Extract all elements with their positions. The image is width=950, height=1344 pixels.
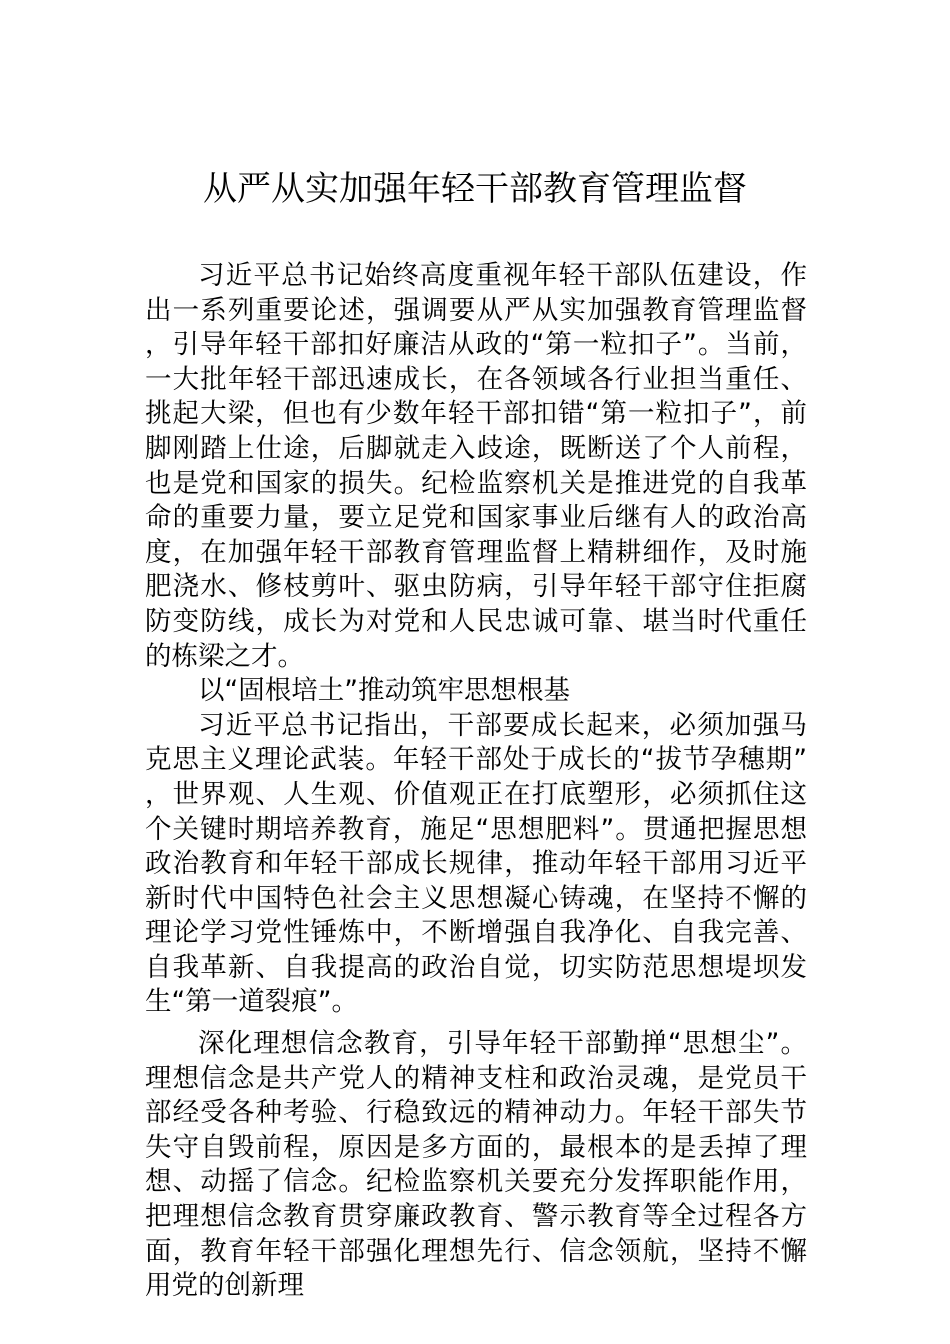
paragraph-ideals: 深化理想信念教育，引导年轻干部勤掸“思想尘”。理想信念是共产党人的精神支柱和政治灵魂，是党员干部经受各种考验、行稳致远的精神动力。年轻干部失节失守自毁前程，原因是多方面的，最根本的是丢掉了理想、动摇了信念。纪检监察机关要充分发挥职能作用，把理想信念教育贯穿廉政教育、警示教育等全过程各方面，教育年轻干部强化理想先行、信念领航，坚持不懈用党的创新理 [145,1028,807,1302]
document-title: 从严从实加强年轻干部教育管理监督 [203,169,747,209]
section-heading: 以“固根培土”推动筑牢思想根基 [198,675,570,707]
paragraph-theory: 习近平总书记指出，干部要成长起来，必须加强马克思主义理论武装。年轻干部处于成长的“拔节孕穗期”，世界观、人生观、价值观正在打底塑形，必须抓住这个关键时期培养教育，施足“思想肥料”。贯通把握思想政治教育和年轻干部成长规律，推动年轻干部用习近平新时代中国特色社会主义思想凝心铸魂，在坚持不懈的理论学习党性锤炼中，不断增强自我净化、自我完善、自我革新、自我提高的政治自觉，切实防范思想堤坝发生“第一道裂痕”。 [145,709,807,1018]
document-body [145,259,807,1304]
paragraph-intro: 习近平总书记始终高度重视年轻干部队伍建设，作出一系列重要论述，强调要从严从实加强教育管理监督，引导年轻干部扣好廉洁从政的“第一粒扣子”。当前，一大批年轻干部迅速成长，在各领域各行业担当重任、挑起大梁，但也有少数年轻干部扣错“第一粒扣子”，前脚刚踏上仕途，后脚就走入歧途，既断送了个人前程，也是党和国家的损失。纪检监察机关是推进党的自我革命的重要力量，要立足党和国家事业后继有人的政治高度，在加强年轻干部教育管理监督上精耕细作，及时施肥浇水、修枝剪叶、驱虫防病，引导年轻干部守住拒腐防变防线，成长为对党和人民忠诚可靠、堪当时代重任的栋梁之才。 [145,260,807,672]
